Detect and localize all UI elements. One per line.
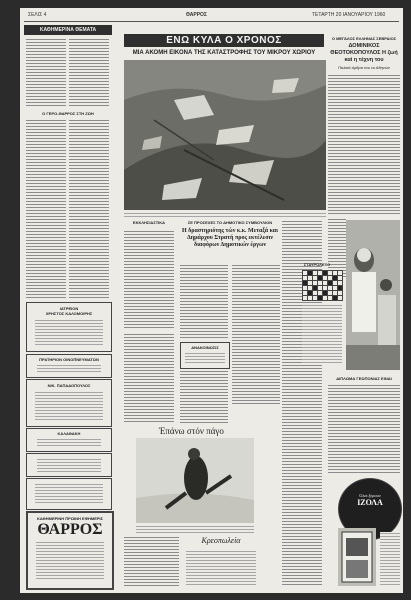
- center-text-3: [180, 370, 228, 425]
- right-lower-title: ΔΙΠΛΩΜΑ ΓΕΩΠΟΝΙΑΣ ΕΙΝΑΙ: [336, 376, 392, 381]
- izola-ad-text: [380, 532, 400, 586]
- crossword-clues: [302, 304, 342, 364]
- left-headline: Ο ΓΕΡΟ-ΘΑΡΡΟΣ ΣΤΗ ΖΩΗ: [42, 111, 94, 116]
- kissa-ad-title: Κρεοπωλεία: [201, 536, 241, 545]
- refrigerator-image: [338, 528, 376, 586]
- ad3-text: [35, 391, 103, 421]
- announcement-title: ΑΝΑΚΟΙΝΩΣΙΣ: [191, 345, 219, 350]
- ad2-title: ΠΡΑΤΗΡΙΟΝ ΟΙΝΟΠΝΕΥΜΑΤΩΝ: [39, 357, 99, 362]
- center-bottom-text-1: [124, 536, 179, 586]
- right-article-text: [328, 74, 400, 214]
- ad5-text: [37, 458, 101, 472]
- tharros-ad-box: [26, 511, 114, 590]
- disaster-photo-image: [124, 60, 326, 210]
- izola-ad-title: ΙΖΟΛΑ: [357, 498, 383, 507]
- banner-subheadline: ΜΙΑ ΑΚΟΜΗ ΕΙΚΟΝΑ ΤΗΣ ΚΑΤΑΣΤΡΟΦΗΣ ΤΟΥ ΜΙΚΡΟΥ ΧΩΡΙΟΥ: [132, 50, 316, 56]
- ad6-text: [35, 483, 103, 505]
- right-lower-text: [328, 384, 400, 474]
- crossword-title: ΣΤΑΥΡΟΛΕΞΟ: [303, 262, 331, 267]
- left-article-text-2: [69, 38, 109, 108]
- small-column-text: [124, 230, 174, 330]
- izola-ad-line1: Όλοι ξέρουν: [359, 493, 381, 498]
- ad1-name: ΧΡΗΣΤΟΣ ΚΑΛΟΜΟΙΡΗΣ: [45, 311, 93, 316]
- small-column-title: ΕΚΚΛΗΣΙΑΣΤΙΚΑ: [132, 220, 166, 225]
- tharros-ad-line1: ΚΑΘΗΜΕΡΙΝΗ ΠΡΩΙΝΗ ΕΦΗΜΕΡΙΣ: [36, 516, 104, 521]
- ad-box-left-2: [26, 354, 112, 378]
- right-kicker: Ο ΜΕΓΑΛΟΣ ΕΛΛΗΝΑΣ ΣΕΒΡΑΙΟΣ: [331, 36, 397, 41]
- ad4-text: [37, 438, 101, 448]
- ad2-text: [37, 364, 101, 374]
- small-column-text-2: [124, 333, 174, 423]
- ice-photo-title: Έπάνω στόν πάγο: [159, 426, 224, 436]
- ad-box-left-5: [26, 453, 112, 477]
- right-photo: [346, 220, 400, 370]
- page-number: ΣΕΛΙΣ 4: [28, 12, 47, 18]
- ad1-title: ΙΑΤΡΕΙΟΝ: [59, 306, 79, 311]
- page-date: ΤΕΤΑΡΤΗ 20 ΙΑΝΟΥΑΡΙΟΥ 1960: [312, 12, 386, 18]
- announcement-box: [180, 342, 230, 369]
- ad3-name: ΝΙΚ. ΠΑΠΑΔΟΠΟΥΛΟΣ: [47, 383, 91, 388]
- ad-box-left-1: [26, 302, 112, 352]
- center-bottom-text-2: [186, 550, 256, 586]
- right-photo-image: [346, 220, 400, 370]
- left-article-text: [26, 38, 66, 108]
- ad4-name: ΚΑΛΑΘΑΚΗ: [57, 431, 81, 436]
- ad1-text: [35, 319, 103, 347]
- disaster-photo: [124, 60, 326, 210]
- ice-skating-photo: [136, 438, 254, 523]
- newspaper-page: [20, 8, 403, 593]
- banner-headline: ΕΝΩ ΚΥΛΑ Ο ΧΡΟΝΟΣ: [124, 34, 324, 47]
- announcement-text: [185, 352, 225, 364]
- left-column-header: ΚΑΘΗΜΕΡΙΝΑ ΘΕΜΑΤΑ: [24, 25, 112, 35]
- ice-photo-caption: [136, 525, 254, 533]
- left-article-body-2: [69, 119, 109, 299]
- municipal-text-2: [232, 264, 280, 404]
- right-subheadline: Παλαιά άρθρα του εκ Αθηνών: [338, 65, 390, 70]
- refrigerator-ad-image: [338, 528, 376, 586]
- tharros-ad-text: [36, 541, 104, 581]
- ice-skating-image: [136, 438, 254, 523]
- left-article-body: [26, 119, 66, 299]
- header-rule: [24, 21, 399, 22]
- photo-caption: [124, 212, 326, 217]
- ad-box-left-6: [26, 478, 112, 510]
- municipal-headline: Η δραστηριότης τών κ.κ. Μεταξά και Δημάρχου Στρατή προς εκτέλεσιν διαφόρων Δημοτικών έργων: [181, 228, 279, 248]
- masthead: ΘΑΡΡΟΣ: [186, 12, 207, 18]
- municipal-text-1: [180, 264, 228, 339]
- ad-box-left-4: [26, 428, 112, 452]
- ad-box-left-3: [26, 379, 112, 427]
- tharros-ad-title: ΘΑΡΡΟΣ: [37, 521, 103, 538]
- page-header: [20, 8, 403, 22]
- municipal-kicker: ΣΕ ΠΡΟΣΕΧΕΣ ΤΟ ΔΗΜΟΤΙΚΟ ΣΥΜΒΟΥΛΙΟΝ: [187, 220, 273, 225]
- right-headline: ΔΟΜΙΝΙΚΟΣ ΘΕΟΤΟΚΟΠΟΥΛΟΣ Η ζωή καί η τέχνη του: [330, 43, 398, 63]
- crossword-side-text: [328, 218, 346, 278]
- crossword-grid: [302, 270, 343, 301]
